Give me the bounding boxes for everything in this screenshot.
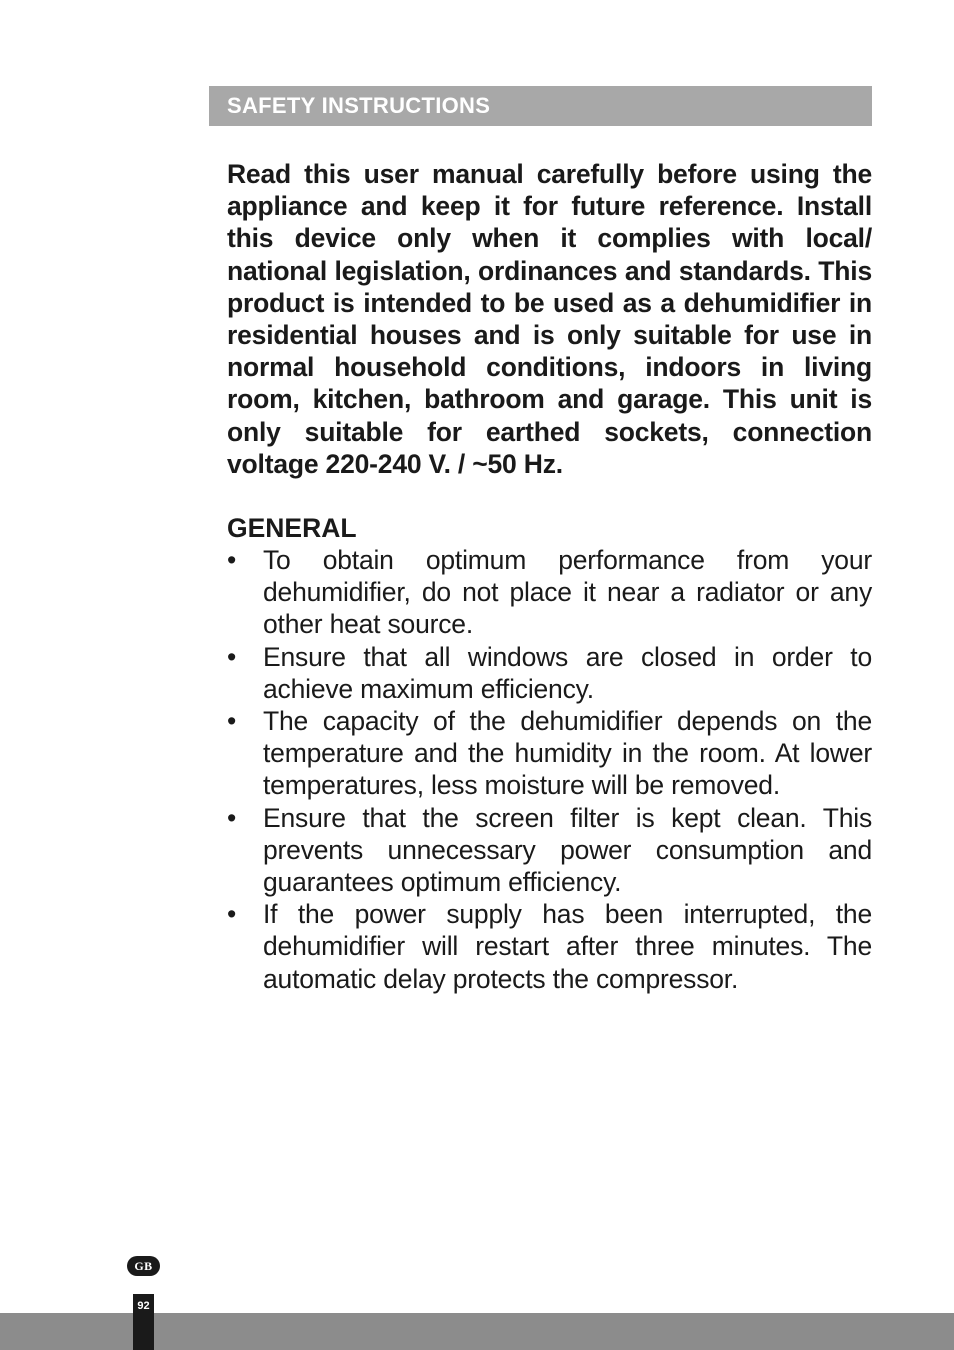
general-list — [227, 544, 872, 995]
page-content — [227, 158, 872, 995]
language-badge: GB — [127, 1256, 160, 1276]
section-title: SAFETY INSTRUCTIONS — [227, 93, 491, 118]
list-item — [227, 705, 872, 802]
bullet-icon: • — [227, 545, 237, 576]
general-heading: GENERAL — [227, 513, 357, 544]
section-header — [209, 86, 872, 126]
intro-paragraph: Read this user manual carefully before using the appliance and keep it for future reference. Install this device only when it complies with local/ national legislation, ordinances and standards. This product is intended to be used as a dehumidifier in residential houses and is only suitable for use in normal household conditions, indoors in living room, kitchen, bathroom and garage. This unit is only suitable for earthed sockets, connection voltage 220-240 V. / ~50 Hz. — [227, 159, 872, 479]
list-item — [227, 544, 872, 641]
list-item — [227, 898, 872, 995]
list-item — [227, 641, 872, 705]
list-item-text: To obtain optimum performance from your dehumidifier, do not place it near a radiator or any other heat source. — [263, 545, 872, 640]
bullet-icon: • — [227, 899, 237, 930]
list-item-text: Ensure that all windows are closed in order to achieve maximum efficiency. — [263, 641, 872, 704]
page-number: 92 — [133, 1294, 154, 1350]
bullet-icon: • — [227, 641, 237, 672]
list-item-text: The capacity of the dehumidifier depends on the temperature and the humidity in the room. At lower temperatures, less moisture will be removed. — [263, 706, 872, 801]
list-item-text: If the power supply has been interrupted, the dehumidifier will restart after three minutes. The automatic delay protects the compressor. — [263, 899, 872, 994]
bullet-icon: • — [227, 706, 237, 737]
list-item-text: Ensure that the screen filter is kept clean. This prevents unnecessary power consumption and guarantees optimum efficiency. — [263, 802, 872, 898]
list-item — [227, 802, 872, 899]
bullet-icon: • — [227, 802, 237, 833]
